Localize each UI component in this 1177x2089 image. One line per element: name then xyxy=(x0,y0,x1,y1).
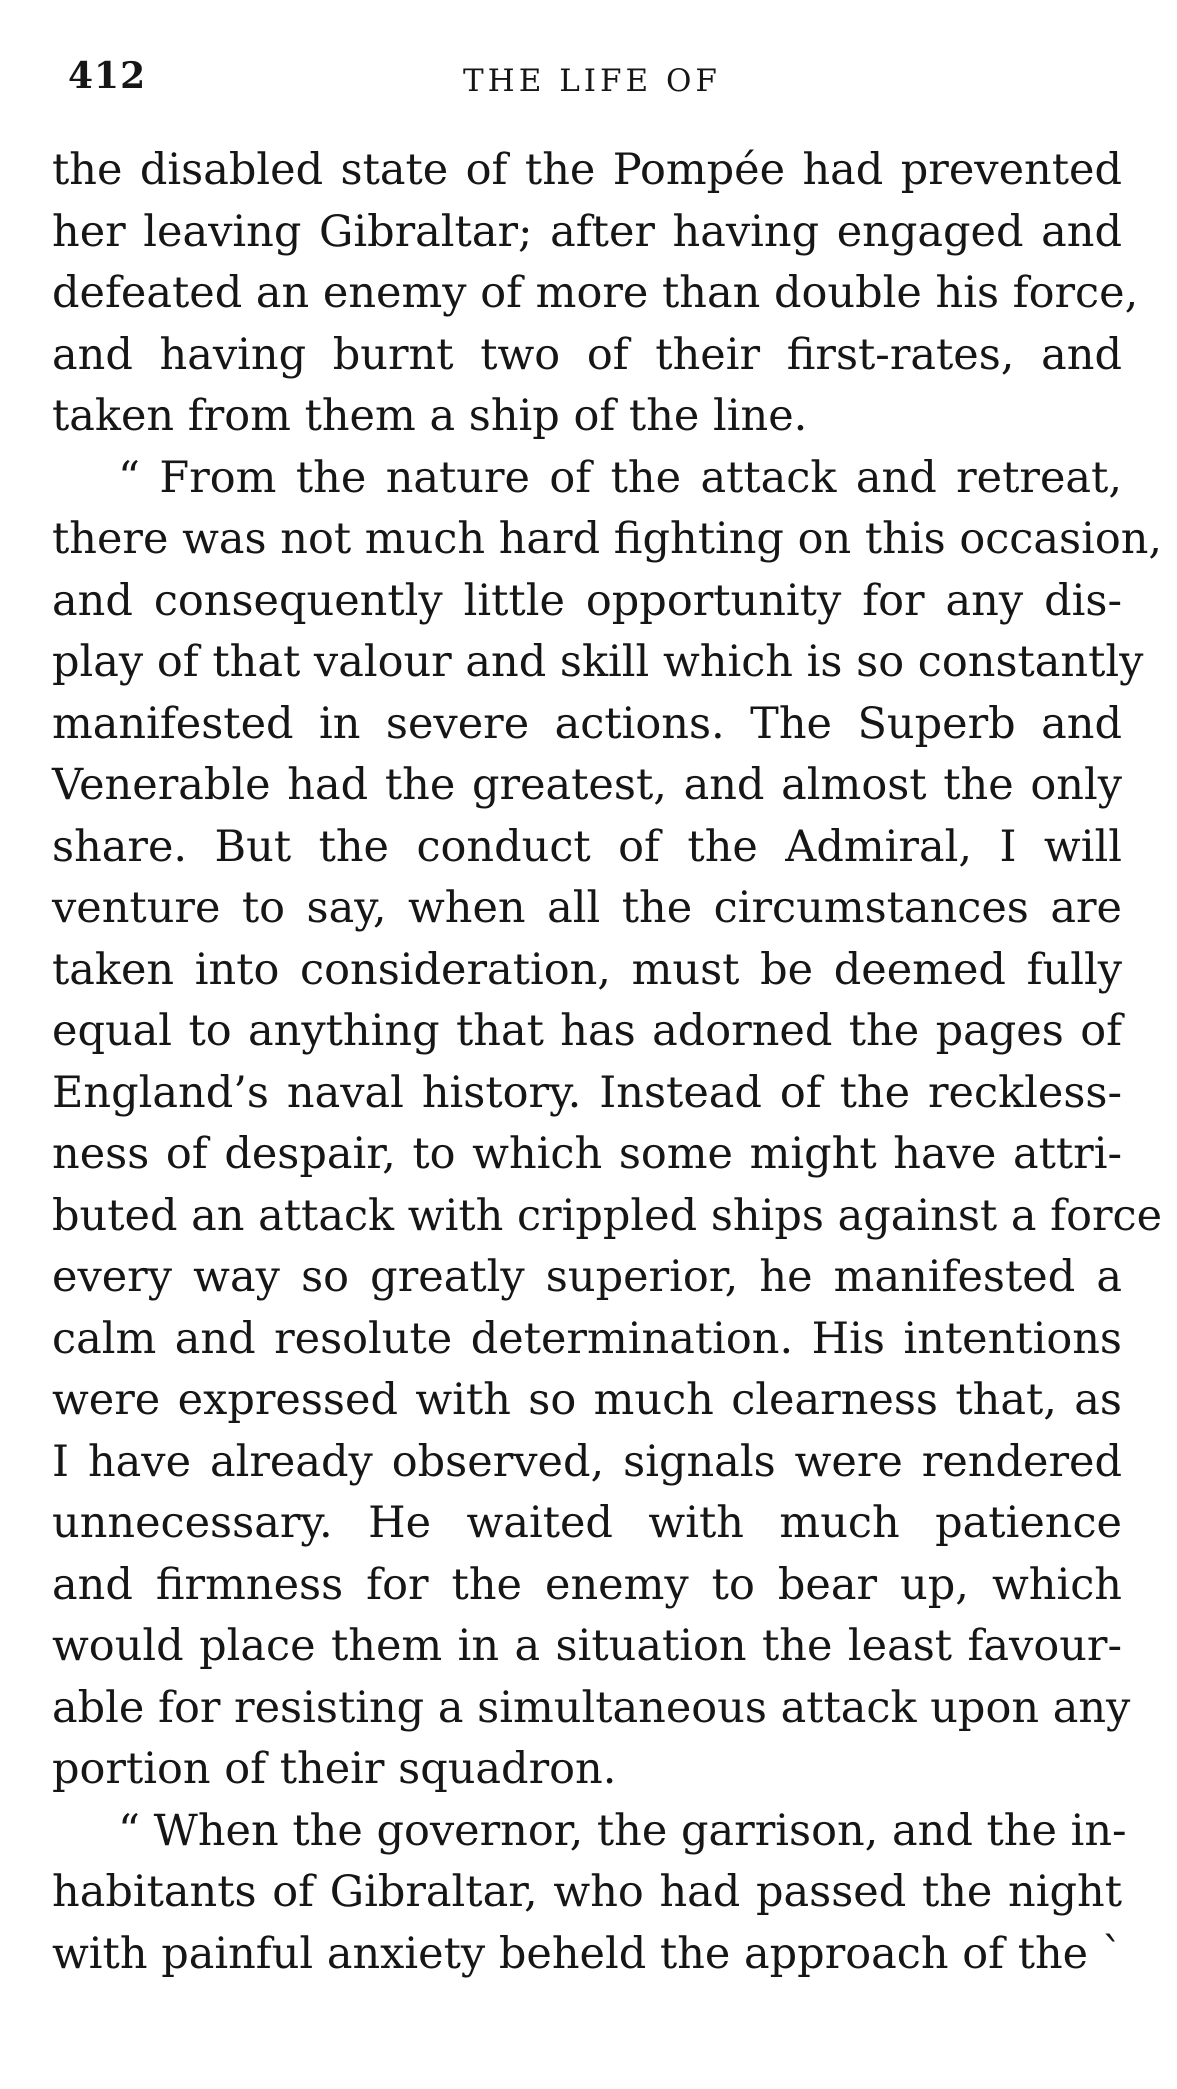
text-line: Venerable had the greatest, and almost the only xyxy=(52,760,1122,810)
text-line: with painful anxiety beheld the approach of the ` xyxy=(52,1928,1124,1979)
text-line: and firmness for the enemy to bear up, which xyxy=(52,1559,1122,1610)
text-line: ness of despair, to which some might have attri- xyxy=(52,1129,1122,1179)
text-line: defeated an enemy of more than double his force, xyxy=(52,268,1139,318)
running-title: THE LIFE OF xyxy=(463,63,721,99)
text-line: there was not much hard fighting on this occasion, xyxy=(52,514,1163,564)
body-text xyxy=(52,140,1163,1985)
text-line: every way so greatly superior, he manifested a xyxy=(52,1252,1122,1302)
text-line: I have already observed, signals were rendered xyxy=(52,1436,1122,1487)
text-line: calm and resolute determination. His intentions xyxy=(52,1313,1122,1364)
text-line: taken into consideration, must be deemed fully xyxy=(52,944,1122,995)
text-line: able for resisting a simultaneous attack upon any xyxy=(52,1682,1131,1733)
page-number: 412 xyxy=(68,55,147,97)
text-line: share. But the conduct of the Admiral, I will xyxy=(52,821,1122,872)
text-line: habitants of Gibraltar, who had passed the night xyxy=(52,1867,1122,1917)
text-line: were expressed with so much clearness that, as xyxy=(52,1375,1122,1425)
text-line: play of that valour and skill which is so constantly xyxy=(52,637,1144,687)
text-line: would place them in a situation the least favour- xyxy=(52,1621,1122,1671)
text-line: “ When the governor, the garrison, and the in- xyxy=(118,1805,1127,1856)
text-line: England’s naval history. Instead of the reckless- xyxy=(52,1067,1122,1118)
text-line: portion of their squadron. xyxy=(52,1744,617,1794)
text-line: the disabled state of the Pompée had prevented xyxy=(52,145,1122,195)
text-line: unnecessary. He waited with much patience xyxy=(52,1498,1122,1548)
text-line: and having burnt two of their first-rates, and xyxy=(52,329,1122,380)
text-line: venture to say, when all the circumstances are xyxy=(52,883,1122,933)
text-line: manifested in severe actions. The Superb and xyxy=(52,698,1122,749)
text-line: taken from them a ship of the line. xyxy=(52,391,808,441)
text-line: buted an attack with crippled ships against a force xyxy=(52,1190,1163,1241)
text-line: “ From the nature of the attack and retreat, xyxy=(118,452,1122,503)
text-line: and consequently little opportunity for any dis- xyxy=(52,575,1122,626)
page-header xyxy=(68,55,1118,105)
text-line: equal to anything that has adorned the pages of xyxy=(52,1006,1122,1056)
text-line: her leaving Gibraltar; after having engaged and xyxy=(52,206,1122,257)
